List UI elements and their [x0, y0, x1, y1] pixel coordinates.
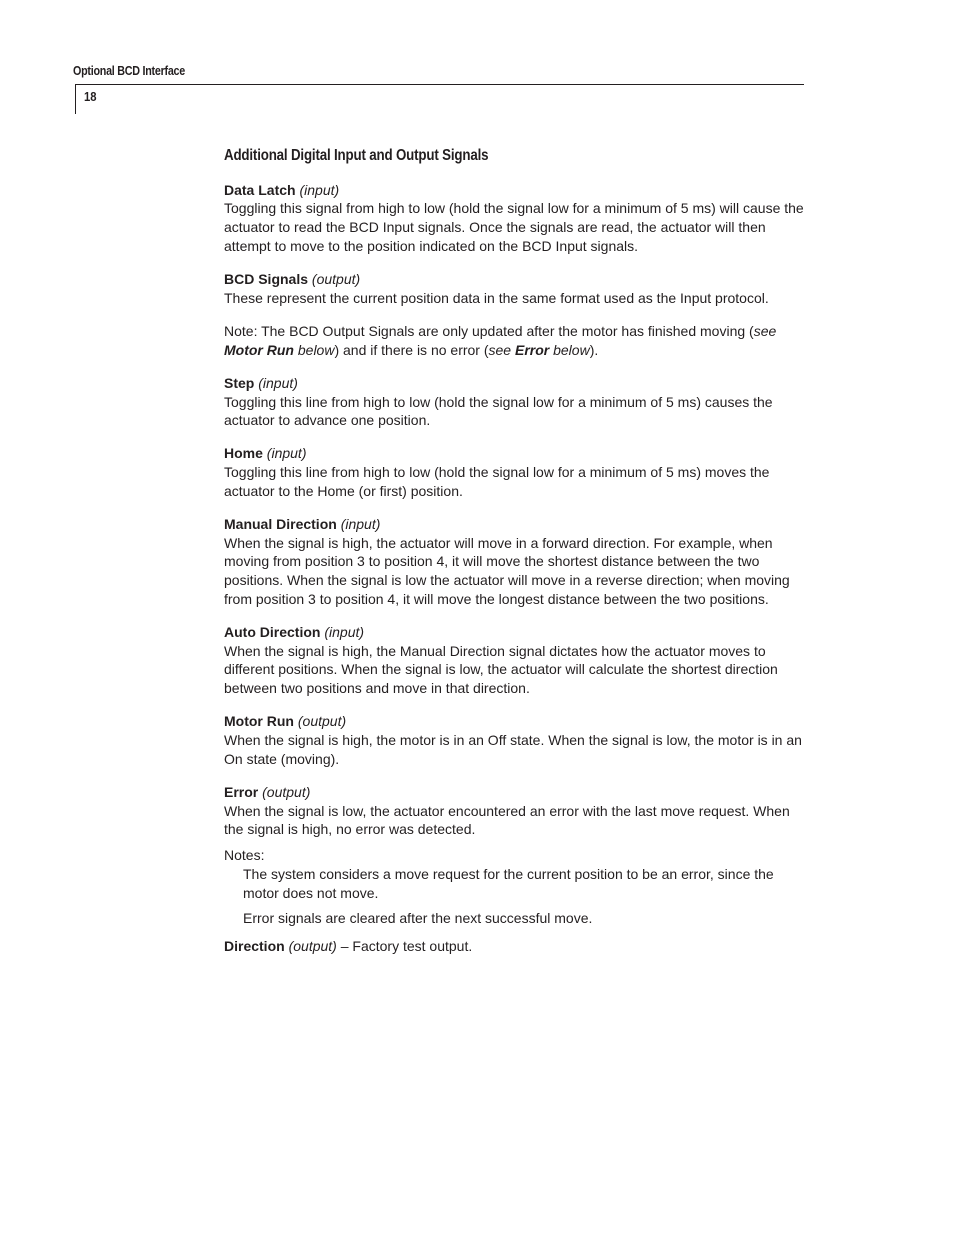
signal-kind: (output): [297, 713, 347, 730]
signal-error: [224, 783, 806, 839]
bcd-output-note: [224, 322, 806, 359]
signal-kind: (input): [340, 516, 381, 533]
signal-name: Data Latch: [224, 181, 296, 198]
signal-kind: (output): [288, 937, 337, 954]
signal-description: Toggling this line from high to low (hold the signal low for a minimum of 5 ms) causes the actuator to advance one position.: [224, 393, 773, 429]
header-vertical-rule: [75, 84, 76, 114]
signal-bcd-signals: [224, 270, 806, 307]
note-below: below: [549, 341, 590, 358]
page-number: 18: [84, 90, 97, 104]
signal-kind: (input): [258, 374, 298, 391]
signal-motor-run: [224, 712, 806, 768]
note-below: below: [293, 341, 335, 358]
signal-auto-direction: [224, 623, 806, 698]
note-text: Note: The BCD Output Signals are only updated after the motor has finished moving (: [224, 322, 754, 339]
signal-description: These represent the current position data in the same format used as the Input protocol.: [224, 289, 769, 306]
signal-manual-direction: [224, 515, 806, 609]
section-title: Additional Digital Input and Output Signals: [224, 147, 489, 164]
signal-name: Manual Direction: [224, 516, 337, 533]
signal-name: Auto Direction: [224, 624, 321, 641]
signal-name: Step: [224, 374, 255, 391]
signal-kind: (output): [262, 783, 311, 800]
signal-name: BCD Signals: [224, 271, 309, 288]
signal-kind: (input): [324, 624, 365, 641]
note-text: ) and if there is no error (: [334, 341, 489, 358]
signal-name: Home: [224, 445, 263, 462]
signal-name: Direction: [224, 937, 285, 954]
signal-data-latch: [224, 181, 806, 256]
signal-name: Motor Run: [224, 713, 294, 730]
signal-description: When the signal is high, the actuator will move in a forward direction. For example, when moving from position 3 to position 4, it will move the shortest distance between the two positions. When the signal is low the actuator will move in a reverse direction; when moving from position 3 to position 4, it will move the longest distance between the two positions.: [224, 534, 790, 607]
header-rule: [75, 84, 804, 85]
note-item: Error signals are cleared after the next successful move.: [243, 910, 593, 927]
signal-home: [224, 444, 806, 500]
signal-description: Toggling this line from high to low (hold the signal low for a minimum of 5 ms) moves the actuator to the Home (or first) position.: [224, 464, 770, 499]
note-see: see: [753, 322, 777, 339]
signal-description: When the signal is low, the actuator encountered an error with the last move request. When the signal is high, no error was detected.: [224, 802, 790, 838]
signal-kind: (output): [311, 271, 361, 288]
note-ref-motor-run: Motor Run: [224, 341, 294, 358]
note-see: see: [488, 341, 515, 358]
signal-direction: [224, 937, 806, 956]
signal-description: – Factory test output.: [336, 937, 473, 954]
signal-kind: (input): [266, 445, 307, 462]
signal-description: When the signal is high, the Manual Direction signal dictates how the actuator moves to different positions. When the signal is low, the actuator will calculate the shortest direction between two positions and move in that direction.: [224, 642, 778, 697]
signal-description: Toggling this signal from high to low (hold the signal low for a minimum of 5 ms) will cause the actuator to read the BCD Input signals. Once the signals are read, the actuator will then attempt to move to the position indicated on the BCD Input signals.: [224, 200, 804, 254]
note-item: The system considers a move request for the current position to be an error, since the motor does not move.: [243, 865, 774, 901]
notes-label: Notes:: [224, 847, 265, 864]
signal-name: Error: [224, 783, 259, 800]
note-text: ).: [589, 341, 599, 358]
running-title: Optional BCD Interface: [73, 64, 186, 78]
signal-step: [224, 374, 806, 430]
page-content: [224, 147, 806, 956]
signal-description: When the signal is high, the motor is in an Off state. When the signal is low, the motor is in an On state (moving).: [224, 732, 802, 767]
signal-kind: (input): [299, 181, 340, 198]
note-ref-error: Error: [514, 341, 550, 358]
